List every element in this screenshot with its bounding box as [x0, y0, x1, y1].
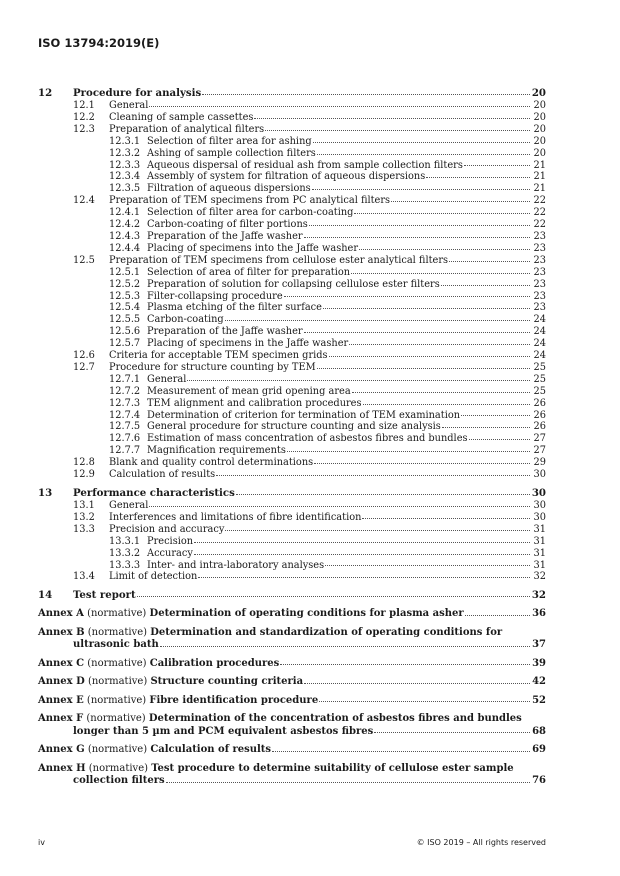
annex-label: Annex A: [38, 608, 84, 620]
dot-leader: [312, 189, 530, 190]
toc-entry-number: 12.5.7: [109, 338, 141, 350]
toc-entry-number: 12.4.4: [109, 242, 141, 254]
annex-title-continued: longer than 5 µm and PCM equivalent asbestos fibres: [73, 725, 374, 737]
toc-annex-entry[interactable]: [38, 608, 546, 621]
dot-leader: [362, 518, 530, 519]
toc-entry[interactable]: [38, 195, 546, 207]
dot-leader: [359, 249, 530, 250]
toc-entry-title: Cleaning of sample cassettes: [109, 111, 254, 123]
toc-entry[interactable]: [38, 571, 546, 583]
toc-entry-number: 12.3.1: [109, 135, 141, 147]
toc-entry-title: General: [109, 100, 149, 111]
table-of-contents: [38, 87, 546, 788]
toc-entry-title: Plasma etching of the filter surface: [147, 302, 322, 314]
dot-leader: [284, 296, 530, 297]
toc-entry-title: Filtration of aqueous dispersions: [147, 183, 311, 195]
toc-page-number: 22: [533, 207, 546, 219]
annex-label: Annex E: [38, 694, 84, 706]
annex-title: Calibration procedures: [149, 657, 280, 669]
toc-annex-entry[interactable]: [38, 627, 546, 652]
dot-leader: [426, 177, 530, 178]
toc-entry-number: 12.5: [73, 254, 95, 266]
toc-page-number: 26: [533, 421, 546, 433]
toc-page-number: 27: [533, 433, 546, 445]
dot-leader: [323, 308, 530, 309]
toc-entry-number: 12.7.4: [109, 409, 141, 421]
dot-leader: [187, 380, 530, 381]
toc-entry-number: 13.1: [73, 500, 95, 511]
toc-entry[interactable]: [38, 445, 546, 457]
dot-leader: [325, 565, 530, 566]
toc-page-number: 27: [533, 445, 546, 457]
toc-entry[interactable]: [38, 386, 546, 398]
toc-entry-title: Estimation of mass concentration of asbestos fibres and bundles: [147, 433, 468, 445]
toc-entry-number: 12.7.6: [109, 433, 141, 445]
dot-leader: [194, 554, 530, 555]
annex-title-continued: collection filters: [73, 775, 165, 787]
toc-page-number: 30: [533, 469, 546, 481]
toc-entry-title: General procedure for structure counting and size analysis: [147, 421, 441, 433]
toc-annex-entry[interactable]: [38, 713, 546, 738]
toc-page-number: 25: [533, 361, 546, 373]
toc-entry-title: Carbon-coating of filter portions: [147, 219, 308, 231]
dot-leader: [160, 646, 530, 647]
toc-page-number: 68: [532, 725, 546, 737]
toc-entry-number: 12.5.1: [109, 266, 141, 278]
toc-entry[interactable]: [38, 231, 546, 243]
toc-entry-number: 12.6: [73, 350, 95, 362]
dot-leader: [225, 320, 530, 321]
dot-leader: [391, 201, 530, 202]
document-id-header: ISO 13794:2019(E): [38, 36, 160, 50]
toc-entry-title: Preparation of the Jaffe washer: [147, 326, 303, 338]
toc-entry-number: 12.5.2: [109, 278, 141, 290]
toc-entry-number: 13.3: [73, 523, 95, 535]
dot-leader: [287, 451, 530, 452]
toc-entry-title: General: [109, 500, 149, 511]
dot-leader: [194, 542, 530, 543]
toc-clause-number: 12: [38, 87, 53, 99]
dot-leader: [314, 463, 530, 464]
toc-entry-title: Preparation of TEM specimens from cellulose ester analytical filters: [109, 254, 449, 266]
toc-entry-number: 12.7.1: [109, 373, 141, 385]
toc-page-number: 32: [531, 589, 546, 602]
toc-entry[interactable]: [38, 291, 546, 303]
dot-leader: [461, 415, 530, 416]
dot-leader: [374, 732, 530, 733]
toc-entry-number: 13.3.1: [109, 535, 141, 547]
toc-entry[interactable]: [38, 148, 546, 160]
annex-type: (normative): [86, 694, 147, 706]
toc-page-number: 20: [531, 87, 546, 99]
toc-entry[interactable]: [38, 524, 546, 536]
dot-leader: [304, 237, 530, 238]
toc-entry-title: Aqueous dispersal of residual ash from sample collection filters: [147, 159, 463, 171]
dot-leader: [198, 577, 530, 578]
annex-title: Determination and standardization of operating conditions for: [150, 626, 503, 638]
toc-entry-title: Preparation of analytical filters: [109, 123, 265, 135]
dot-leader: [272, 751, 530, 752]
toc-page-number: 24: [533, 314, 546, 326]
toc-entry[interactable]: [38, 326, 546, 338]
toc-clause-title: Test report: [73, 589, 136, 602]
annex-label: Annex G: [38, 744, 85, 756]
annex-title: Test procedure to determine suitability of cellulose ester sample: [151, 762, 514, 774]
toc-annex-entry[interactable]: [38, 658, 546, 671]
toc-entry[interactable]: [38, 219, 546, 231]
toc-entry[interactable]: [38, 314, 546, 326]
dot-leader: [349, 344, 530, 345]
toc-entry-number: 12.3.5: [109, 183, 141, 195]
dot-leader: [352, 392, 530, 393]
dot-leader: [469, 439, 530, 440]
toc-entry[interactable]: [38, 279, 546, 291]
toc-entry-title: Placing of specimens into the Jaffe washer: [147, 242, 359, 254]
toc-page-number: 23: [533, 254, 546, 266]
toc-entry-title: Procedure for structure counting by TEM: [109, 361, 316, 373]
dot-leader: [149, 106, 530, 107]
dot-leader: [354, 213, 530, 214]
toc-entry[interactable]: [38, 124, 546, 136]
toc-entry-title: Preparation of solution for collapsing cellulose ester filters: [147, 278, 440, 290]
toc-entry-number: 12.2: [73, 111, 95, 123]
toc-page-number: 23: [533, 278, 546, 290]
copyright-notice: © ISO 2019 – All rights reserved: [416, 838, 546, 847]
toc-clause-title: Procedure for analysis: [73, 87, 202, 99]
toc-page-number: 20: [533, 111, 546, 123]
toc-entry[interactable]: [38, 136, 546, 148]
toc-entry-number: 12.7.5: [109, 421, 141, 433]
toc-clause-number: 14: [38, 589, 53, 602]
toc-entry[interactable]: [38, 500, 546, 512]
toc-entry-title: Calculation of results: [109, 469, 216, 481]
toc-entry-number: 13.3.3: [109, 559, 141, 571]
toc-entry[interactable]: [38, 548, 546, 560]
toc-page-number: 20: [533, 123, 546, 135]
toc-page-number: 24: [533, 350, 546, 362]
annex-type: (normative): [87, 676, 148, 688]
toc-page-number: 23: [533, 290, 546, 302]
dot-leader: [236, 494, 530, 495]
dot-leader: [464, 165, 530, 166]
toc-entry[interactable]: [38, 171, 546, 183]
toc-entry-title: Determination of criterion for termination of TEM examination: [147, 409, 461, 421]
toc-page-number: 69: [532, 744, 546, 756]
toc-entry[interactable]: [38, 560, 546, 572]
annex-type: (normative): [88, 762, 149, 774]
toc-entry-number: 12.7.7: [109, 445, 141, 457]
toc-entry-number: 12.1: [73, 100, 95, 111]
toc-entry-title: Assembly of system for filtration of aqueous dispersions: [147, 171, 426, 183]
toc-entry[interactable]: [38, 469, 546, 481]
toc-page-number: 25: [533, 373, 546, 385]
toc-entry-number: 12.4: [73, 195, 95, 207]
dot-leader: [442, 427, 530, 428]
toc-entry[interactable]: [38, 398, 546, 410]
toc-entry-title: Preparation of TEM specimens from PC analytical filters: [109, 195, 391, 207]
toc-entry-title: Interferences and limitations of fibre identification: [109, 511, 362, 523]
toc-entry[interactable]: [38, 207, 546, 219]
toc-entry[interactable]: [38, 183, 546, 195]
toc-entry[interactable]: [38, 433, 546, 445]
dot-leader: [166, 782, 530, 783]
toc-page-number: 30: [533, 511, 546, 523]
toc-entry-number: 12.8: [73, 457, 95, 469]
toc-page-number: 21: [533, 171, 546, 183]
toc-page-number: 30: [531, 487, 546, 499]
toc-entry-number: 12.7: [73, 361, 95, 373]
annex-title: Calculation of results: [150, 744, 272, 756]
toc-page-number: 26: [533, 397, 546, 409]
toc-page-number: 24: [533, 326, 546, 338]
toc-clause-title: Performance characteristics: [73, 487, 235, 499]
page-number-roman: iv: [38, 838, 45, 847]
toc-entry-number: 12.3.3: [109, 159, 141, 171]
toc-entry[interactable]: [38, 512, 546, 524]
dot-leader: [265, 130, 530, 131]
annex-title-continued: ultrasonic bath: [73, 639, 159, 651]
toc-entry[interactable]: [38, 362, 546, 374]
toc-annex-entry[interactable]: [38, 695, 546, 708]
toc-entry-number: 12.9: [73, 469, 95, 481]
toc-page-number: 42: [532, 676, 546, 688]
toc-entry-title: Precision: [147, 535, 194, 547]
annex-label: Annex B: [38, 626, 85, 638]
toc-entry-number: 12.4.3: [109, 230, 141, 242]
dot-leader: [254, 118, 530, 119]
toc-page-number: 20: [533, 147, 546, 159]
toc-page-number: 30: [533, 500, 546, 511]
toc-page-number: 76: [532, 775, 546, 787]
toc-page-number: 21: [533, 159, 546, 171]
toc-page-number: 29: [533, 457, 546, 469]
dot-leader: [319, 701, 530, 702]
dot-leader: [309, 225, 530, 226]
dot-leader: [137, 596, 530, 597]
toc-entry-title: Inter- and intra-laboratory analyses: [147, 559, 325, 571]
toc-page-number: 22: [533, 219, 546, 231]
toc-entry-title: Placing of specimens in the Jaffe washer: [147, 338, 349, 350]
toc-page-number: 37: [532, 639, 546, 651]
annex-title: Determination of the concentration of asbestos fibres and bundles: [148, 713, 522, 725]
clause-13-subentries: [38, 500, 546, 583]
toc-entry[interactable]: [38, 421, 546, 433]
toc-entry-title: Measurement of mean grid opening area: [147, 385, 351, 397]
dot-leader: [225, 530, 530, 531]
toc-page-number: 31: [533, 535, 546, 547]
toc-entry-number: 13.2: [73, 511, 95, 523]
toc-page-number: 20: [533, 100, 546, 111]
toc-entry[interactable]: [38, 374, 546, 386]
annex-title: Determination of operating conditions for plasma asher: [149, 608, 464, 620]
toc-page-number: 31: [533, 523, 546, 535]
toc-entry[interactable]: [38, 457, 546, 469]
toc-clause-13[interactable]: [38, 487, 546, 500]
toc-entry[interactable]: [38, 243, 546, 255]
toc-page-number: 23: [533, 266, 546, 278]
toc-page-number: 31: [533, 547, 546, 559]
annex-title: Structure counting criteria: [150, 676, 304, 688]
annex-label: Annex D: [38, 676, 85, 688]
toc-page-number: 23: [533, 242, 546, 254]
dot-leader: [351, 273, 530, 274]
dot-leader: [202, 94, 530, 95]
dot-leader: [441, 285, 530, 286]
toc-page-number: 23: [533, 230, 546, 242]
toc-entry-title: Preparation of the Jaffe washer: [147, 230, 303, 242]
toc-entry-number: 12.7.3: [109, 397, 141, 409]
toc-entry[interactable]: [38, 410, 546, 422]
toc-entry-number: 12.5.5: [109, 314, 141, 326]
annex-type: (normative): [87, 626, 148, 638]
toc-entry-title: Carbon-coating: [147, 314, 224, 326]
toc-entry-title: Magnification requirements: [147, 445, 286, 457]
toc-annex-entry[interactable]: [38, 744, 546, 757]
toc-annex-entry[interactable]: [38, 676, 546, 689]
annex-type: (normative): [87, 608, 147, 620]
toc-entry[interactable]: [38, 302, 546, 314]
annex-type: (normative): [86, 713, 146, 725]
dot-leader: [465, 615, 530, 616]
toc-entry-title: Limit of detection: [109, 571, 198, 583]
toc-entry-title: Accuracy: [147, 547, 193, 559]
dot-leader: [304, 332, 530, 333]
annex-title: Fibre identification procedure: [149, 694, 319, 706]
page-footer: [38, 838, 546, 847]
dot-leader: [317, 154, 530, 155]
toc-entry-title: General: [147, 373, 187, 385]
dot-leader: [304, 683, 530, 684]
annex-type: (normative): [87, 744, 148, 756]
toc-entry-title: Filter-collapsing procedure: [147, 290, 283, 302]
toc-entry-number: 12.3.4: [109, 171, 141, 183]
dot-leader: [317, 368, 530, 369]
toc-entry-title: Ashing of sample collection filters: [147, 147, 316, 159]
toc-page-number: 23: [533, 302, 546, 314]
toc-entry-title: Selection of area of filter for preparation: [147, 266, 351, 278]
toc-entry[interactable]: [38, 536, 546, 548]
toc-page-number: 20: [533, 135, 546, 147]
toc-entry-number: 13.4: [73, 571, 95, 583]
toc-page-number: 25: [533, 385, 546, 397]
toc-clause-12[interactable]: [38, 87, 546, 100]
annex-list: [38, 608, 546, 788]
toc-entry[interactable]: [38, 267, 546, 279]
toc-entry-title: Selection of filter area for ashing: [147, 135, 312, 147]
toc-page-number: 52: [532, 694, 546, 706]
toc-page-number: 22: [533, 195, 546, 207]
toc-entry-title: Criteria for acceptable TEM specimen grids: [109, 350, 328, 362]
toc-entry[interactable]: [38, 350, 546, 362]
toc-annex-entry[interactable]: [38, 763, 546, 788]
toc-page-number: 24: [533, 338, 546, 350]
toc-entry-number: 12.5.6: [109, 326, 141, 338]
dot-leader: [280, 664, 530, 665]
toc-entry-number: 12.5.4: [109, 302, 141, 314]
annex-label: Annex F: [38, 713, 84, 725]
dot-leader: [449, 261, 530, 262]
toc-page-number: 31: [533, 559, 546, 571]
dot-leader: [329, 356, 530, 357]
toc-entry-number: 12.3.2: [109, 147, 141, 159]
dot-leader: [363, 404, 530, 405]
toc-entry[interactable]: [38, 255, 546, 267]
toc-entry-title: TEM alignment and calibration procedures: [147, 397, 362, 409]
toc-entry-number: 12.4.2: [109, 219, 141, 231]
toc-page-number: 21: [533, 183, 546, 195]
toc-entry-title: Precision and accuracy: [109, 523, 225, 535]
dot-leader: [313, 142, 530, 143]
toc-entry[interactable]: [38, 338, 546, 350]
toc-entry-title: Selection of filter area for carbon-coating: [147, 207, 354, 219]
toc-entry[interactable]: [38, 112, 546, 124]
toc-clause-14[interactable]: [38, 589, 546, 602]
annex-label: Annex C: [38, 657, 85, 669]
annex-type: (normative): [87, 657, 147, 669]
dot-leader: [149, 506, 530, 507]
toc-clause-number: 13: [38, 487, 53, 499]
toc-entry-number: 12.5.3: [109, 290, 141, 302]
toc-entry-number: 12.3: [73, 123, 95, 135]
toc-page-number: 39: [532, 657, 546, 669]
toc-page-number: 32: [533, 571, 546, 583]
annex-label: Annex H: [38, 762, 86, 774]
toc-entry-title: Blank and quality control determinations: [109, 457, 314, 469]
toc-entry-number: 12.7.2: [109, 385, 141, 397]
toc-page-number: 26: [533, 409, 546, 421]
toc-entry[interactable]: [38, 160, 546, 172]
toc-entry-number: 13.3.2: [109, 547, 141, 559]
clause-12-subentries: [38, 100, 546, 481]
dot-leader: [216, 475, 530, 476]
toc-entry[interactable]: [38, 100, 546, 112]
toc-entry-number: 12.4.1: [109, 207, 141, 219]
toc-page-number: 36: [532, 608, 546, 620]
